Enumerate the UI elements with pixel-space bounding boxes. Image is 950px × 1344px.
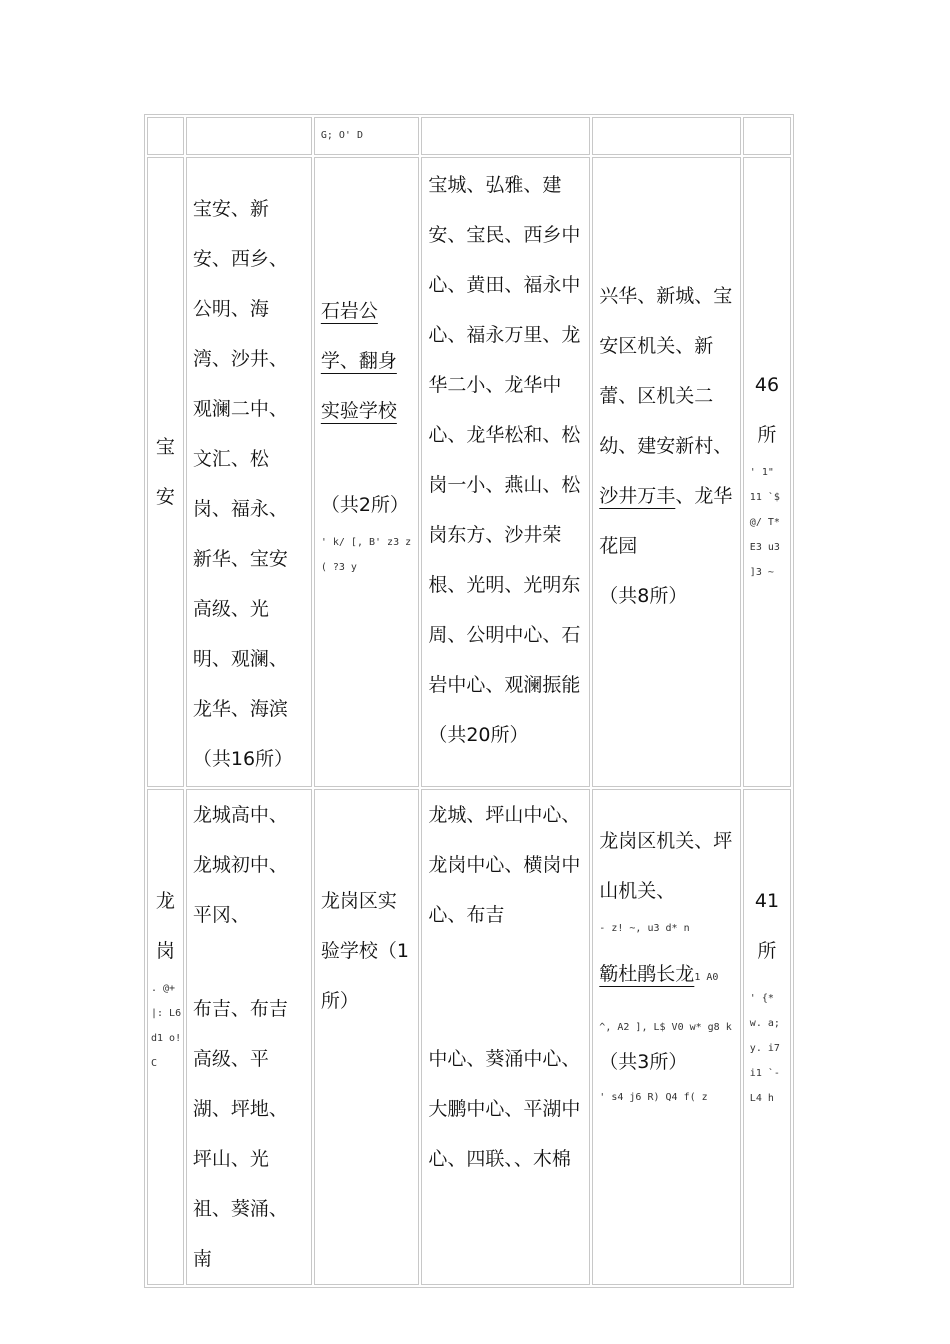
- total-count: 41所: [754, 890, 780, 962]
- district-cell: [147, 789, 184, 1285]
- total-count: 46所: [754, 374, 780, 446]
- high-schools-list: 宝安、新安、西乡、公明、海湾、沙井、观澜二中、文汇、松岗、福永、新华、宝安高级、光明、观澜、龙华、海滨 （共16所）: [192, 198, 294, 770]
- kindergarten-underlined: 沙井万丰: [599, 485, 676, 507]
- noise-text: ' k/ [, B' z3 z( ?3 y: [320, 537, 412, 573]
- kindergarten-count: （共8所）: [599, 585, 688, 607]
- high-schools-cell: [186, 157, 312, 787]
- kindergarten-count: （共3所）: [599, 1051, 688, 1073]
- table-cell: [743, 117, 791, 155]
- total-cell: [743, 789, 791, 1285]
- table-cell: [592, 117, 741, 155]
- district-cell: [147, 157, 184, 787]
- nine-year-list: 石岩公学、翻身实验学校: [320, 300, 397, 422]
- primary-list-continued: 中心、葵涌中心、大鹏中心、平湖中心、四联、、木棉: [428, 1048, 581, 1170]
- table-cell: [147, 117, 184, 155]
- noise-text: - z! ~, u3 d* n: [599, 923, 690, 934]
- primary-list: 龙城、坪山中心、龙岗中心、横岗中心、布吉: [428, 804, 581, 926]
- noise-text: G; O' D: [320, 130, 363, 141]
- nine-year-list: 龙岗区实验学校（1所）: [320, 890, 409, 1012]
- high-schools-list: 龙城高中、龙城初中、平冈、: [192, 804, 288, 926]
- kindergarten-list: 龙岗区机关、坪山机关、: [599, 830, 733, 902]
- total-cell: [743, 157, 791, 787]
- kindergarten-list: 兴华、新城、宝安区机关、新蕾、区机关二幼、建安新村、: [599, 285, 733, 457]
- nine-year-cell: [314, 157, 419, 787]
- noise-text: 1 A0 ^, A2 ], L$ V0 w* g8 k: [599, 972, 732, 1033]
- schools-table: [144, 114, 794, 1288]
- kindergarten-cell: [592, 789, 741, 1285]
- kindergarten-underlined: 簕杜鹃长龙: [599, 963, 695, 985]
- table-cell: [186, 117, 312, 155]
- table-row-baoan: [147, 157, 791, 787]
- high-schools-list-continued: 布吉、布吉高级、平湖、坪地、坪山、光祖、葵涌、南: [192, 998, 288, 1270]
- nine-year-cell: [314, 789, 419, 1285]
- nine-year-count: （共2所）: [320, 494, 409, 516]
- primary-list: 宝城、弘雅、建安、宝民、西乡中心、黄田、福永中心、福永万里、龙华二小、龙华中心、龙华松和、松岗一小、燕山、松岗东方、沙井荣根、光明、光明东周、公明中心、石岩中心、观澜振能（共20所）: [428, 174, 581, 746]
- table-cell: [314, 117, 419, 155]
- district-name: 龙岗: [155, 890, 175, 962]
- kindergarten-tail: 、龙华花园: [599, 485, 733, 557]
- primary-cell: [421, 789, 590, 1285]
- kindergarten-cell: [592, 157, 741, 787]
- noise-text: . @+ |: L6 d1 o! C: [151, 983, 182, 1069]
- primary-cell: [421, 157, 590, 787]
- high-schools-cell: [186, 789, 312, 1285]
- noise-text: ' s4 j6 R) Q4 f( z: [599, 1092, 708, 1103]
- noise-text: ' {* w. a; y. i7 i1 `- L4 h: [749, 993, 780, 1104]
- table-row-longgang: [147, 789, 791, 1285]
- noise-text: ' 1" 11 `$ @/ T* E3 u3 ]3 ~: [749, 467, 780, 578]
- district-name: 宝安: [155, 436, 175, 508]
- table-cell: [421, 117, 590, 155]
- table-row: [147, 117, 791, 155]
